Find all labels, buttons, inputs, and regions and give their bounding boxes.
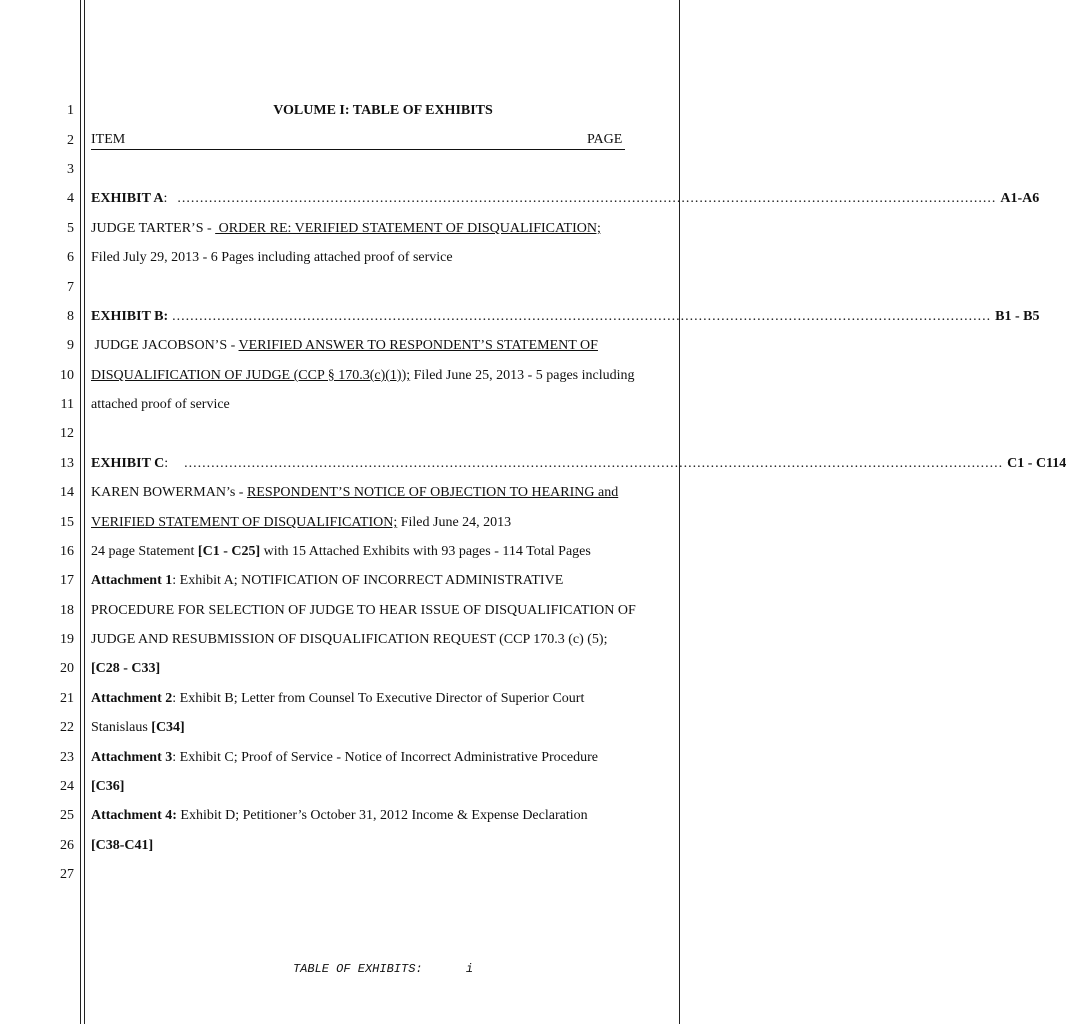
line-number: 10 — [60, 368, 74, 383]
attachment-4-page-range: [C38-C41] — [91, 838, 154, 853]
exhibit-b-description-cont — [91, 366, 635, 386]
exhibit-c-party: KAREN BOWERMAN’s - — [91, 485, 247, 500]
line-number: 16 — [60, 544, 74, 559]
attachment-2-page-range: [C34] — [151, 720, 185, 735]
attachment-1-page-range: [C28 - C33] — [91, 661, 161, 676]
line-number: 4 — [67, 191, 74, 206]
line-number: 11 — [60, 397, 74, 412]
attachment-2-text-cont — [91, 718, 185, 738]
line-number: 22 — [60, 720, 74, 735]
attachment-3-label: Attachment 3 — [91, 750, 173, 765]
page-title: VOLUME I: TABLE OF EXHIBITS — [273, 103, 493, 118]
exhibit-c-description — [91, 483, 618, 503]
line-number: 24 — [60, 779, 74, 794]
exhibit-c-notice-title-cont: VERIFIED STATEMENT OF DISQUALIFICATION; — [91, 515, 398, 530]
attachment-3-text: : Exhibit C; Proof of Service - Notice of Incorrect Administrative Procedure — [172, 750, 598, 765]
attachment-3-page-range: [C36] — [91, 779, 125, 794]
page-column-label: PAGE — [587, 131, 622, 150]
exhibit-a-description — [91, 219, 601, 239]
exhibit-b-filed-cont: attached proof of service — [91, 397, 230, 412]
exhibit-c-colon: : — [164, 456, 169, 471]
page-footer — [91, 959, 675, 979]
attachment-2-text: : Exhibit B; Letter from Counsel To Executive Director of Superior Court — [172, 691, 585, 706]
line-number: 8 — [67, 309, 74, 324]
attachment-2-text-cont-label: Stanislaus — [91, 720, 152, 735]
line-number: 5 — [67, 221, 74, 236]
left-margin-rule-inner — [84, 0, 85, 1024]
exhibit-c-summary-pre: 24 page Statement — [91, 544, 198, 559]
exhibit-b-description — [91, 336, 598, 356]
exhibit-b-heading — [91, 307, 1040, 327]
line-number: 19 — [60, 632, 74, 647]
line-number: 20 — [60, 661, 74, 676]
exhibit-a-filed: Filed July 29, 2013 - 6 Pages including attached proof of service — [91, 250, 453, 265]
attachment-2-label: Attachment 2 — [91, 691, 173, 706]
attachment-2 — [91, 689, 584, 709]
line-number: 17 — [60, 573, 74, 588]
line-number: 6 — [67, 250, 74, 265]
line-number: 2 — [67, 133, 74, 148]
exhibit-c-summary — [91, 542, 591, 562]
table-header — [91, 131, 625, 150]
exhibit-b-judge: JUDGE JACOBSON’S - — [91, 338, 239, 353]
exhibit-c-notice-title: RESPONDENT’S NOTICE OF OBJECTION TO HEARING and — [246, 485, 619, 500]
exhibit-c-filed: Filed June 24, 2013 — [397, 515, 512, 530]
line-number: 9 — [67, 338, 74, 353]
exhibit-c-heading — [91, 454, 1066, 474]
line-number: 21 — [60, 691, 74, 706]
exhibit-c-summary-range: [C1 - C25] — [197, 544, 261, 559]
exhibit-a-judge: JUDGE TARTER’S - — [91, 221, 216, 236]
exhibit-b-label: EXHIBIT B: — [91, 309, 169, 324]
item-column-label: ITEM — [91, 132, 126, 147]
line-number: 25 — [60, 808, 74, 823]
exhibit-b-filed: Filed June 25, 2013 - 5 pages including — [410, 368, 635, 383]
exhibit-a-order-title: ORDER RE: VERIFIED STATEMENT OF DISQUALIFICATION; — [215, 221, 601, 236]
line-number: 15 — [60, 515, 74, 530]
exhibit-c-description-cont — [91, 513, 511, 533]
attachment-4 — [91, 806, 588, 826]
line-number: 14 — [60, 485, 74, 500]
exhibit-b-answer-title: VERIFIED ANSWER TO RESPONDENT’S STATEMENT OF — [238, 338, 598, 353]
exhibit-c-page-range: C1 - C114 — [1007, 456, 1066, 471]
attachment-1-text: : Exhibit A; NOTIFICATION OF INCORRECT ADMINISTRATIVE — [172, 573, 564, 588]
attachment-1 — [91, 571, 563, 591]
dot-leader: ...................................................................................................................................................................................... — [184, 456, 1004, 471]
line-number: 27 — [60, 867, 74, 882]
line-number: 1 — [67, 103, 74, 118]
attachment-3 — [91, 748, 598, 768]
footer-label: TABLE OF EXHIBITS: — [292, 962, 423, 976]
attachment-4-text: Exhibit D; Petitioner’s October 31, 2012 Income & Expense Declaration — [176, 808, 588, 823]
attachment-4-label: Attachment 4: — [91, 808, 177, 823]
line-number: 3 — [67, 162, 74, 177]
exhibit-c-summary-post: with 15 Attached Exhibits with 93 pages - 114 Total Pages — [260, 544, 591, 559]
left-margin-rule-outer — [80, 0, 81, 1024]
exhibit-a-colon: : — [163, 191, 168, 206]
line-number: 18 — [60, 603, 74, 618]
exhibit-a-label: EXHIBIT A — [91, 191, 164, 206]
line-number: 13 — [60, 456, 74, 471]
exhibit-a-heading — [91, 189, 1040, 209]
attachment-1-text-cont-2: JUDGE AND RESUBMISSION OF DISQUALIFICATION REQUEST (CCP 170.3 (c) (5); — [91, 632, 608, 647]
line-number: 26 — [60, 838, 74, 853]
footer-page-number: i — [465, 962, 474, 976]
exhibit-b-page-range: B1 - B5 — [995, 309, 1040, 324]
line-number: 7 — [67, 280, 74, 295]
exhibit-c-label: EXHIBIT C — [91, 456, 165, 471]
exhibit-a-page-range: A1-A6 — [1000, 191, 1040, 206]
dot-leader: ...................................................................................................................................................................................... — [172, 309, 992, 324]
dot-leader: ...................................................................................................................................................................................... — [177, 191, 997, 206]
line-number: 23 — [60, 750, 74, 765]
attachment-1-text-cont: PROCEDURE FOR SELECTION OF JUDGE TO HEAR ISSUE OF DISQUALIFICATION OF — [91, 603, 636, 618]
line-number: 12 — [60, 426, 74, 441]
right-margin-rule — [679, 0, 680, 1024]
attachment-1-label: Attachment 1 — [91, 573, 173, 588]
exhibit-b-answer-title-cont: DISQUALIFICATION OF JUDGE (CCP § 170.3(c)(1)); — [91, 368, 411, 383]
